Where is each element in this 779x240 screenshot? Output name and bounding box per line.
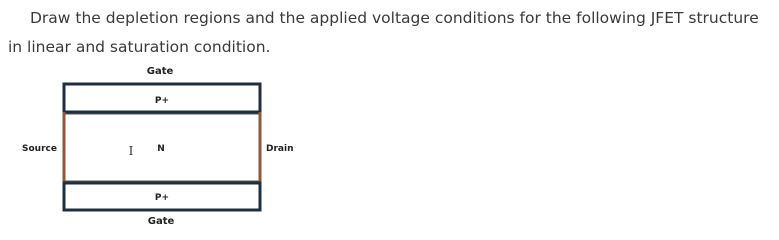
gate-bottom-region-label: P+ xyxy=(154,193,170,203)
gate-top-label: Gate xyxy=(146,66,174,77)
text-cursor-glyph: I xyxy=(128,144,134,158)
question-text: Draw the depletion regions and the applied voltage conditions for the following JFET structure in linear and saturation condition. xyxy=(8,9,759,56)
channel-label: N xyxy=(157,144,165,154)
source-label: Source xyxy=(22,144,57,154)
drain-label: Drain xyxy=(266,144,294,154)
gate-bottom-label: Gate xyxy=(147,216,175,227)
gate-top-region-label: P+ xyxy=(154,96,170,106)
